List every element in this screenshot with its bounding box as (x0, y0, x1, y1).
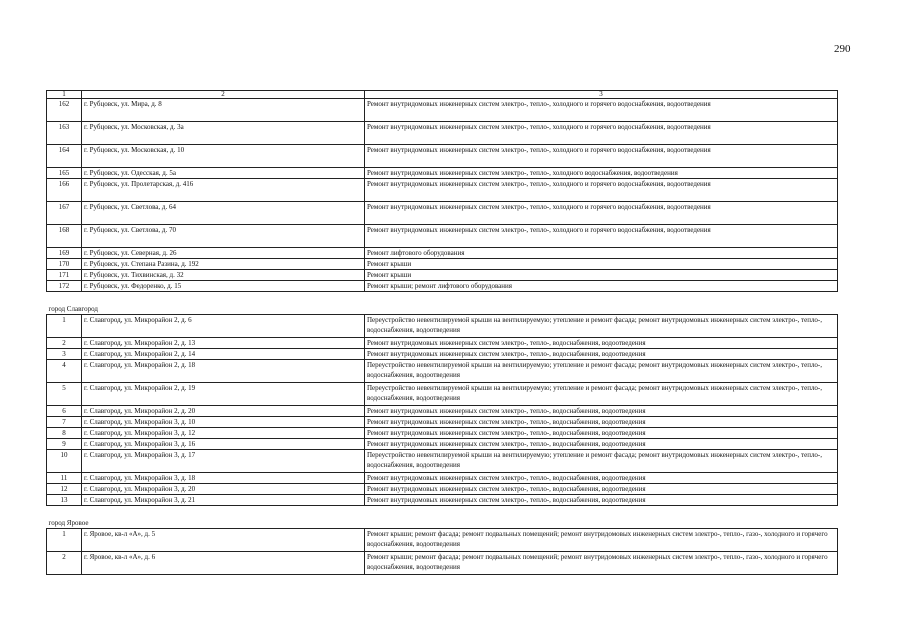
row-address: г. Славгород, ул. Микрорайон 2, д. 19 (82, 383, 365, 406)
row-number: 6 (47, 406, 82, 417)
table-row (47, 439, 838, 450)
row-work: Ремонт внутридомовых инженерных систем электро-, тепло-, водоснабжения, водоотведения (365, 484, 838, 495)
table-row (47, 552, 838, 575)
row-work: Переустройство невентилируемой крыши на вентилируемую; утепление и ремонт фасада; ремонт внутридомовых инженерных систем электро-, тепло-, водоснабжения, водоотведения (365, 315, 838, 338)
city-header-row (47, 304, 838, 315)
row-work: Ремонт крыши; ремонт фасада; ремонт подвальных помещений; ремонт внутридомовых инженерных систем электро-, тепло-, газо-, холодного и горячего водоснабжения, водоотведения (365, 552, 838, 575)
table-row (47, 168, 838, 179)
row-number: 4 (47, 360, 82, 383)
row-number: 8 (47, 428, 82, 439)
table-row (47, 338, 838, 349)
row-address: г. Рубцовск, ул. Федоренко, д. 15 (82, 281, 365, 292)
row-work: Ремонт внутридомовых инженерных систем электро-, тепло-, водоснабжения, водоотведения (365, 349, 838, 360)
row-number: 162 (47, 99, 82, 122)
table-row (47, 99, 838, 122)
row-work: Ремонт лифтового оборудования (365, 248, 838, 259)
row-address: г. Рубцовск, ул. Московская, д. 3а (82, 122, 365, 145)
row-number: 13 (47, 495, 82, 506)
row-address: г. Славгород, ул. Микрорайон 3, д. 20 (82, 484, 365, 495)
row-work: Ремонт крыши; ремонт лифтового оборудования (365, 281, 838, 292)
row-number: 165 (47, 168, 82, 179)
row-number: 5 (47, 383, 82, 406)
row-address: г. Славгород, ул. Микрорайон 2, д. 18 (82, 360, 365, 383)
table-row (47, 450, 838, 473)
section-gap (47, 292, 838, 305)
table-row (47, 145, 838, 168)
row-number: 170 (47, 259, 82, 270)
row-work: Ремонт внутридомовых инженерных систем электро-, тепло-, холодного и горячего водоснабжения, водоотведения (365, 122, 838, 145)
row-address: г. Славгород, ул. Микрорайон 3, д. 18 (82, 473, 365, 484)
gap-cell (47, 506, 838, 519)
table-row (47, 428, 838, 439)
row-address: г. Рубцовск, ул. Пролетарская, д. 416 (82, 179, 365, 202)
row-number: 9 (47, 439, 82, 450)
table-row (47, 179, 838, 202)
table-row (47, 473, 838, 484)
table-row (47, 360, 838, 383)
row-number: 1 (47, 315, 82, 338)
table-row (47, 315, 838, 338)
row-address: г. Славгород, ул. Микрорайон 3, д. 16 (82, 439, 365, 450)
header-col-3: 3 (365, 91, 838, 99)
row-work: Ремонт внутридомовых инженерных систем электро-, тепло-, холодного и горячего водоснабжения, водоотведения (365, 202, 838, 225)
table-row (47, 122, 838, 145)
row-number: 7 (47, 417, 82, 428)
row-work: Ремонт внутридомовых инженерных систем электро-, тепло-, водоснабжения, водоотведения (365, 428, 838, 439)
row-address: г. Славгород, ул. Микрорайон 3, д. 17 (82, 450, 365, 473)
row-work: Ремонт внутридомовых инженерных систем электро-, тепло-, водоснабжения, водоотведения (365, 338, 838, 349)
page-number: 290 (834, 43, 851, 55)
row-work: Ремонт внутридомовых инженерных систем электро-, тепло-, водоснабжения, водоотведения (365, 495, 838, 506)
table-row (47, 259, 838, 270)
city-name: город Яровое (47, 518, 838, 529)
row-address: г. Рубцовск, ул. Московская, д. 10 (82, 145, 365, 168)
table-row (47, 225, 838, 248)
row-address: г. Славгород, ул. Микрорайон 3, д. 10 (82, 417, 365, 428)
row-number: 167 (47, 202, 82, 225)
row-work: Ремонт внутридомовых инженерных систем электро-, тепло-, водоснабжения, водоотведения (365, 406, 838, 417)
table-row (47, 248, 838, 259)
row-work: Ремонт внутридомовых инженерных систем электро-, тепло-, холодного и горячего водоснабжения, водоотведения (365, 179, 838, 202)
repair-table (46, 90, 838, 575)
header-col-2: 2 (82, 91, 365, 99)
table-row (47, 383, 838, 406)
row-address: г. Славгород, ул. Микрорайон 3, д. 12 (82, 428, 365, 439)
row-work: Переустройство невентилируемой крыши на вентилируемую; утепление и ремонт фасада; ремонт внутридомовых инженерных систем электро-, тепло-, водоснабжения, водоотведения (365, 450, 838, 473)
row-address: г. Рубцовск, ул. Мира, д. 8 (82, 99, 365, 122)
table-row (47, 270, 838, 281)
table-row (47, 417, 838, 428)
header-row (47, 91, 838, 99)
row-number: 169 (47, 248, 82, 259)
row-number: 12 (47, 484, 82, 495)
row-address: г. Славгород, ул. Микрорайон 2, д. 6 (82, 315, 365, 338)
row-address: г. Яровое, кв-л «А», д. 5 (82, 529, 365, 552)
row-work: Ремонт внутридомовых инженерных систем электро-, тепло-, холодного водоснабжения, водоотведения (365, 168, 838, 179)
gap-cell (47, 292, 838, 305)
row-address: г. Яровое, кв-л «А», д. 6 (82, 552, 365, 575)
row-address: г. Рубцовск, ул. Одесская, д. 5а (82, 168, 365, 179)
row-address: г. Рубцовск, ул. Светлова, д. 64 (82, 202, 365, 225)
row-work: Ремонт внутридомовых инженерных систем электро-, тепло-, водоснабжения, водоотведения (365, 417, 838, 428)
row-number: 163 (47, 122, 82, 145)
row-number: 171 (47, 270, 82, 281)
row-work: Ремонт внутридомовых инженерных систем электро-, тепло-, водоснабжения, водоотведения (365, 439, 838, 450)
table-row (47, 281, 838, 292)
row-address: г. Славгород, ул. Микрорайон 2, д. 13 (82, 338, 365, 349)
row-number: 3 (47, 349, 82, 360)
row-number: 168 (47, 225, 82, 248)
row-address: г. Рубцовск, ул. Светлова, д. 70 (82, 225, 365, 248)
table-row (47, 529, 838, 552)
row-number: 1 (47, 529, 82, 552)
row-work: Ремонт внутридомовых инженерных систем электро-, тепло-, холодного и горячего водоснабжения, водоотведения (365, 99, 838, 122)
table-body (47, 91, 838, 575)
row-address: г. Славгород, ул. Микрорайон 3, д. 21 (82, 495, 365, 506)
row-work: Ремонт внутридомовых инженерных систем электро-, тепло-, холодного и горячего водоснабжения, водоотведения (365, 145, 838, 168)
row-number: 172 (47, 281, 82, 292)
table-row (47, 202, 838, 225)
row-number: 10 (47, 450, 82, 473)
row-address: г. Рубцовск, ул. Степана Разина, д. 192 (82, 259, 365, 270)
table-row (47, 484, 838, 495)
city-header-row (47, 518, 838, 529)
section-gap (47, 506, 838, 519)
row-number: 166 (47, 179, 82, 202)
row-work: Ремонт крыши; ремонт фасада; ремонт подвальных помещений; ремонт внутридомовых инженерных систем электро-, тепло-, газо-, холодного и горячего водоснабжения, водоотведения (365, 529, 838, 552)
row-number: 2 (47, 338, 82, 349)
row-work: Ремонт внутридомовых инженерных систем электро-, тепло-, водоснабжения, водоотведения (365, 473, 838, 484)
row-work: Ремонт внутридомовых инженерных систем электро-, тепло-, холодного и горячего водоснабжения, водоотведения (365, 225, 838, 248)
row-work: Переустройство невентилируемой крыши на вентилируемую; утепление и ремонт фасада; ремонт внутридомовых инженерных систем электро-, тепло-, водоснабжения, водоотведения (365, 360, 838, 383)
table-row (47, 349, 838, 360)
row-number: 164 (47, 145, 82, 168)
header-col-1: 1 (47, 91, 82, 99)
row-work: Ремонт крыши (365, 270, 838, 281)
table-row (47, 495, 838, 506)
row-number: 11 (47, 473, 82, 484)
row-number: 2 (47, 552, 82, 575)
row-address: г. Рубцовск, ул. Тихвинская, д. 32 (82, 270, 365, 281)
row-address: г. Славгород, ул. Микрорайон 2, д. 20 (82, 406, 365, 417)
row-address: г. Славгород, ул. Микрорайон 2, д. 14 (82, 349, 365, 360)
row-address: г. Рубцовск, ул. Северная, д. 26 (82, 248, 365, 259)
city-name: город Славгород (47, 304, 838, 315)
table-row (47, 406, 838, 417)
row-work: Ремонт крыши (365, 259, 838, 270)
row-work: Переустройство невентилируемой крыши на вентилируемую; утепление и ремонт фасада; ремонт внутридомовых инженерных систем электро-, тепло-, водоснабжения, водоотведения (365, 383, 838, 406)
